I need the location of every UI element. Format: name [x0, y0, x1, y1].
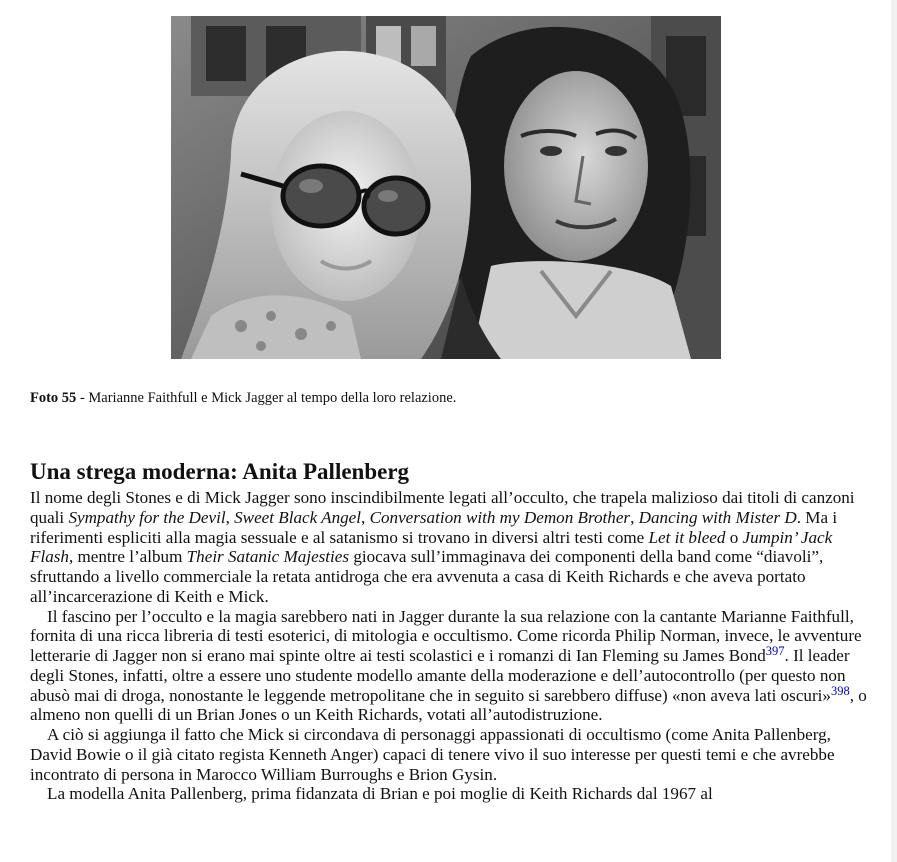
- photo-image: [171, 16, 721, 359]
- song-title: Let it bleed: [648, 527, 726, 547]
- text-run: . Il leader degli Stones, infatti, oltre a essere uno studente modello amante della moderazione e dell’autocontrollo (per questo non abusò mai di droga, nonostante le leggende metropolitane che in seguito si sarebbero diffuse) «non aveva lati oscuri»: [30, 646, 850, 705]
- paragraph-1: [30, 488, 875, 607]
- text-run: ,: [361, 507, 370, 527]
- text-run: , mentre l’album: [68, 547, 187, 567]
- caption-label: Foto 55: [30, 390, 77, 406]
- section-title: Una strega moderna: Anita Pallenberg: [30, 459, 410, 484]
- text-run: Il nome degli Stones e di Mick Jagger sono inscindibilmente legati all’occulto, che trapela malizioso dai titoli di canzoni quali: [30, 488, 855, 527]
- album-title: Their Satanic Majesties: [186, 547, 350, 567]
- text-run: . Ma i riferimenti espliciti alla magia sessuale e al satanismo si trovano in diversi altri testi come: [30, 507, 838, 547]
- paragraph-3: A ciò si aggiunga il fatto che Mick si circondava di personaggi appassionati di occultismo (come Anita Pallenberg, David Bowie o il già citato regista Kenneth Anger) capaci di tenere vivo il suo interesse per questi temi e che avrebbe incontrato di persona in Marocco William Burroughs e Brion Gysin.: [30, 725, 835, 784]
- song-title: Jumpin’ Jack Flash: [30, 527, 833, 567]
- photo: [171, 16, 721, 359]
- paragraph-4: La modella Anita Pallenberg, prima fidanzata di Brian e poi moglie di Keith Richards dal 1967 al: [47, 784, 713, 804]
- song-title: Sympathy for the Devil: [68, 507, 226, 527]
- caption-text: - Marianne Faithfull e Mick Jagger al tempo della loro relazione.: [76, 390, 457, 406]
- text-run: , o almeno non quelli di un Brian Jones o un Keith Richards, votati all’autodistruzione.: [30, 685, 867, 725]
- text-run: ,: [225, 507, 235, 527]
- text-run: ,: [630, 507, 639, 527]
- photo-caption: [30, 389, 870, 407]
- footnote-link-397[interactable]: 397: [765, 644, 785, 658]
- text-run: o: [725, 527, 743, 547]
- song-title: Sweet Black Angel: [234, 507, 362, 527]
- paragraph-2: [30, 607, 875, 726]
- text-run: giocava sull’immaginava dei componenti della band come “diavoli”, sfruttando a livello commerciale la retata antidroga che era avvenuta a casa di Keith Richards e che aveva portato all’incarcerazione di Keith e Mick.: [30, 547, 824, 606]
- article-body: [30, 488, 875, 804]
- page-edge: [891, 0, 897, 862]
- song-title: Dancing with Mister D: [638, 507, 797, 527]
- text-run: Il fascino per l’occulto e la magia sarebbero nati in Jagger durante la sua relazione con la cantante Marianne Faithfull, fornita di una ricca libreria di testi esoterici, di mitologia e occultismo. Come ricorda Philip Norman, invece, le avventure letterarie di Jagger non si erano mai spinte oltre ai testi scolastici e i romanzi di Ian Fleming su James Bond: [30, 606, 862, 665]
- footnote-link-398[interactable]: 398: [830, 683, 850, 698]
- song-title: Conversation with my Demon Brother: [369, 507, 631, 527]
